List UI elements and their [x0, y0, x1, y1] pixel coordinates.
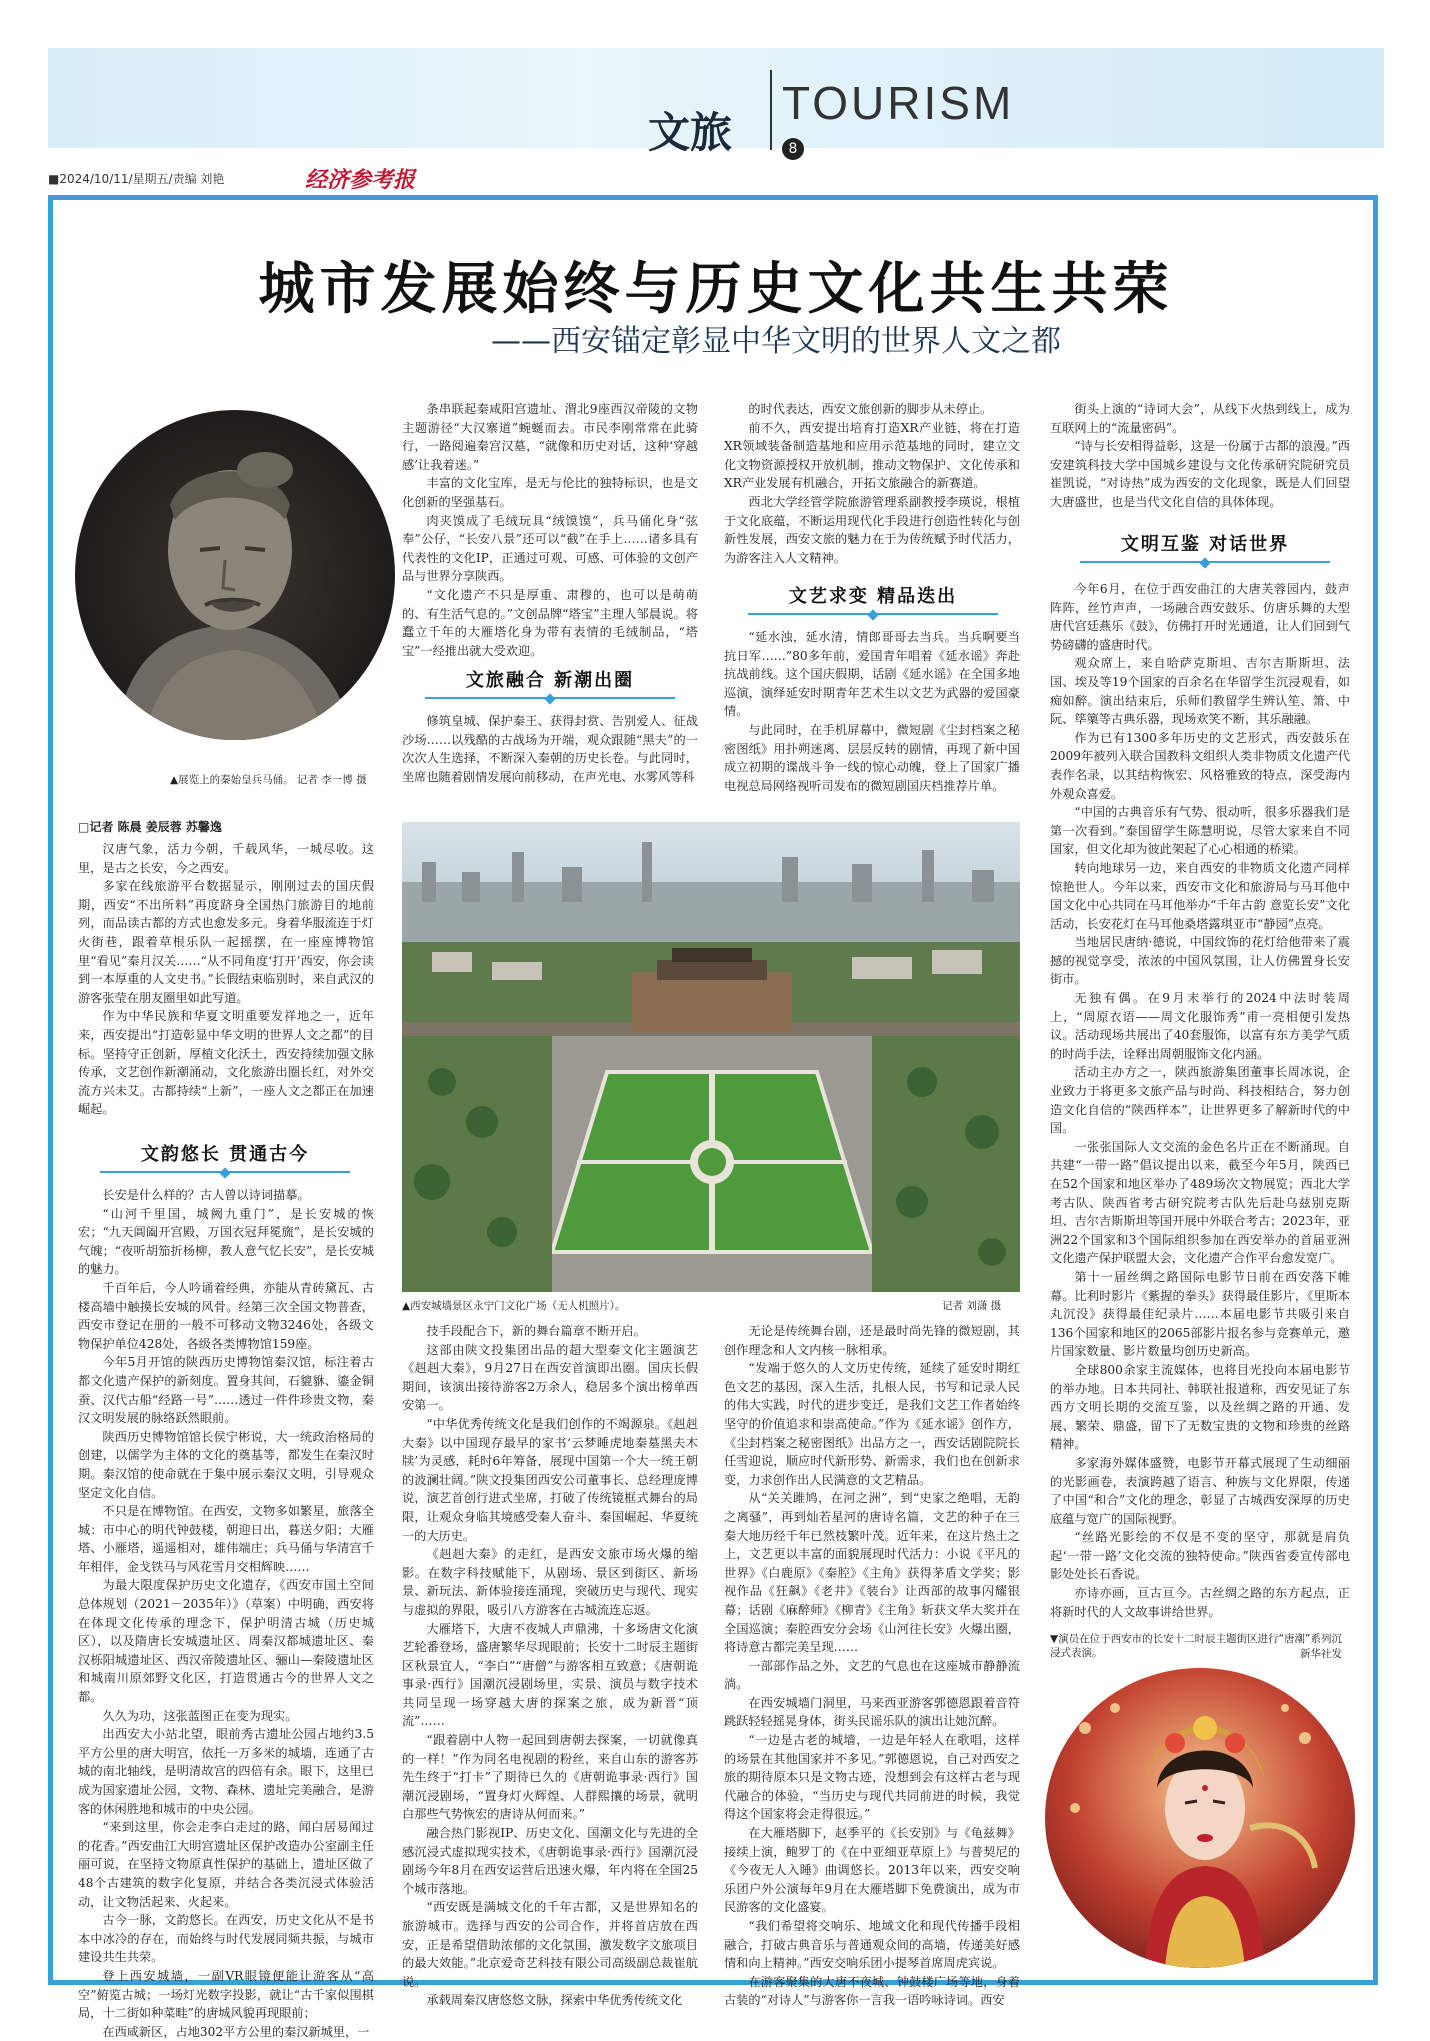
paragraph: 从“关关雎鸠，在河之洲”，到“史家之绝唱，无韵之离骚”，再到灿若星河的唐诗名篇，文艺的种子在三秦大地历经千年已然枝繁叶茂。近年来，在这片热土之上，文艺更以丰富的面貌展现时代活力：小说《平凡的世界》《白鹿原》《秦腔》《主角》获得茅盾文学奖；影视作品《狂飙》《老井》《装台》让西部的故事闪耀银幕；话剧《麻醉师》《柳青》《主角》斩获文华大奖并在全国巡演；秦腔西安分会场《山河往长安》火爆出圈，将诗意古都完美呈现……: [724, 1491, 1020, 1655]
column-4-body: [1050, 580, 1350, 1621]
paragraph: 多家海外媒体盛赞，电影节开幕式展现了生动细丽的光影画卷，表演跨越了语言、种族与文化界限，传递了中国“和合”文化的理念，彰显了古城西安深厚的历史底蕴与宽广的国际视野。: [1050, 1455, 1350, 1526]
paragraph: 的时代表达，西安文旅创新的脚步从未停止。: [748, 402, 993, 416]
paragraph: 第十一届丝绸之路国际电影节日前在西安落下帷幕。比利时影片《紫握的拳头》获得最佳影片，《里斯本丸沉没》获得最佳纪录片……本届电影节共吸引来自136个国家和地区的2065部影片报名参与竞赛单元，邀片国家数量、影片数量均创历史新高。: [1050, 1269, 1350, 1359]
paragraph: 亦诗亦画，亘古亘今。古丝绸之路的东方起点，正将新时代的人文故事讲给世界。: [1050, 1586, 1350, 1619]
column-2-top: [402, 400, 698, 660]
aerial-credit: 记者 刘潇 摄: [942, 1300, 1002, 1312]
headline: 城市发展始终与历史文化共生共荣: [258, 257, 1174, 322]
paragraph: 为最大限度保护历史文化遗存，《西安市国土空间总体规划（2021－2035年）》（草案）中明确，西安将在体现文化传承的理念下，保护明清古城（历史城区），以及隋唐长安城遗址区、周秦汉都城遗址区、秦汉栎阳城遗址区、西汉帝陵遗址区、骊山—秦陵遗址区和城南川原郊野文化区，打造贯通古今的世界人文之都。: [78, 1578, 374, 1705]
terracotta-warrior-photo: [75, 410, 395, 740]
paragraph: 活动主办方之一，陕西旅游集团董事长周冰说，企业致力于将更多文旅产品与时尚、科技相结合，努力创造文化自信的“陕西样本”，让世界更多了解新时代的中国。: [1050, 1065, 1350, 1136]
column-1-intro: [78, 840, 374, 1119]
paragraph: “我们希望将交响乐、地域文化和现代传播手段相融合，打破古典音乐与普通观众间的高墙，传递美好感情和向上精神。”西安交响乐团小提琴首席周虎宾说。: [724, 1919, 1020, 1971]
paragraph: 千百年后，今人吟诵着经典，亦能从青砖黛瓦、古楼高墙中触摸长安城的风骨。经第三次全国文物普查，西安市登记在册的一般不可移动文物3246处，各级文物保护单位428处，各级各类博物馆159座。: [78, 1280, 374, 1351]
paragraph: 承载周秦汉唐悠悠文脉，探索中华优秀传统文化: [426, 1993, 683, 2008]
paragraph: 丰富的文化宝库，是无与伦比的独特标识，也是文化创新的坚强基石。: [402, 476, 698, 509]
paragraph: 不只是在博物馆。在西安，文物多如繁星，旅落全城：市中心的明代钟鼓楼，朝迎日出，暮送夕阳；大雁塔、小雁塔，遥遥相对，雄伟端庄；兵马俑与华清宫千年相伴，金戈铁马与风花雪月交相辉映……: [78, 1504, 374, 1574]
masthead-divider: [770, 70, 772, 150]
paragraph: “发端于悠久的人文历史传统，延续了延安时期红色文艺的基因，深入生活，扎根人民，书写和记录人民的伟大实践，时代的进步变迁，是我们文艺工作者始终坚守的价值追求和崇高使命。”作为《延水谣》创作方，《尘封档案之秘密图纸》出品方之一，西安话剧院院长任雪迎说，顺应时代新形势、新需求，我们也在创新求变，力求创作出人民满意的文艺精品。: [724, 1361, 1020, 1487]
section-heading-1: 文韵悠长 贯通古今: [100, 1140, 350, 1173]
column-4-top: [1050, 400, 1350, 512]
paragraph: 大雁塔下，大唐不夜城人声鼎沸，十多场唐文化演艺轮番登场，盛唐繁华尽现眼前；长安十二时辰主题街区秋景宜人，“李白”“唐僧”与游客相互致意；《唐朝诡事录·西行》国潮沉浸剧场里，实景、演员与数字技术共同呈现一场穿越大唐的探案之旅，成为新晋“顶流”……: [402, 1621, 698, 1729]
paragraph: 修筑皇城、保护秦王、获得封赏、告别爱人、征战沙场……以残酷的古战场为开端，观众跟随“黑夫”的一次次人生选择，不断深入秦朝的历史长卷。与此同时，坐席也随着剧情发展向前移动，在声光电、水雾风等科: [402, 714, 698, 784]
paragraph: 多家在线旅游平台数据显示，刚刚过去的国庆假期，西安“不出所料”再度跻身全国热门旅游目的地前列，而品读古都的方式也愈发多元。身着华服流连于灯火街巷，跟着草根乐队一起摇摆，在一座座博物馆里“看见”秦月汉关……“从不同角度‘打开’西安，你会读到一本厚重的人文史书。”长假结束临别时，来自武汉的游客张莹在朋友圈里如此写道。: [78, 879, 374, 1005]
section-title-cn: 文旅: [648, 108, 733, 157]
paragraph: 无论是传统舞台剧，还是最时尚先锋的微短剧，其创作理念和人文内核一脉相承。: [724, 1324, 1020, 1357]
column-3-top: [724, 400, 1020, 567]
paragraph: 在游客聚集的大唐不夜城、钟鼓楼广场等地，身着古装的“对诗人”与游客你一言我一语吟咏诗词。西安: [724, 1974, 1020, 2008]
paragraph: 在大雁塔脚下，赵季平的《长安别》与《龟兹舞》接续上演，鲍罗丁的《在中亚细亚草原上》与普契尼的《今夜无人入睡》曲调悠长。2013年以来，西安交响乐团户外公演每年9月在大雁塔脚下免费演出，成为市民游客的文化盛宴。: [724, 1826, 1020, 1915]
paragraph: “诗与长安相得益彰，这是一份属于古都的浪漫。”西安建筑科技大学中国城乡建设与文化传承研究院研究员崔凯说，“对诗热”成为西安的文化现象，既是人们回望大唐盛世，也是当代文化自信的具体体现。: [1050, 439, 1350, 509]
aerial-city-wall-photo: [402, 822, 1020, 1292]
paragraph: “文化遗产不只是厚重、肃穆的，也可以是萌萌的、有生活气息的。”文创品牌“塔宝”主理人邹晨说。将蠢立千年的大雁塔化身为带有表情的毛绒制品，“塔宝”一经推出就大受欢迎。: [402, 587, 698, 658]
paragraph: “丝路光影绘的不仅是不变的坚守，那就是肩负起‘一带一路’文化交流的独特使命。”陕西省委宣传部电影处处长石香说。: [1050, 1530, 1350, 1582]
paragraph: 一部部作品之外，文艺的气息也在这座城市静静流淌。: [724, 1658, 1020, 1692]
paragraph: 古今一脉，文韵悠长。在西安，历史文化从不是书本中冰冷的存在，而始终与时代发展同频共振，与城市建设共生共荣。: [78, 1913, 374, 1965]
page-number: 8: [782, 138, 804, 160]
tang-performer-photo: [1045, 1668, 1355, 1968]
paragraph: “一边是古老的城墙，一边是年轻人在歌唱，这样的场景在其他国家并不多见。”郭德恩说，自己对西安之旅的期待原本只是文物古迹，没想到会有这样古老与现代融合的体验，“当历史与现代共同前进的时候，我觉得这个国家将会走得很远。”: [724, 1733, 1020, 1822]
paragraph: 这部由陕文投集团出品的超大型秦文化主题演艺《赳赳大秦》，9月27日在西安首演即出圈。国庆长假期间，该演出接待游客2万余人，稳居多个演出榜单西安第一。: [402, 1342, 698, 1413]
paragraph: 与此同时，在手机屏幕中，微短剧《尘封档案之秘密图纸》用扑朔迷离、层层反转的剧情，再现了新中国成立初期的谍战斗争一线的惊心动魄，登上了国家广播电视总局网络视听司发布的微短剧国庆档推荐片单。: [724, 722, 1020, 793]
paragraph: “西安既是满城文化的千年古都，又是世界知名的旅游城市。选择与西安的公司合作，并将首店放在西安，正是希望借助浓郁的文化氛围，激发数字文旅项目的最大效能。”北京爱奇艺科技有限公司高级副总裁崔航说。: [402, 1900, 698, 1989]
paragraph: 肉夹馍成了毛绒玩具“绒馍馍”，兵马俑化身“弦奉”公仔，“长安八景”还可以“截”在手上……诸多具有代表性的文化IP，正通过可观、可感、可体验的文创产品与世界分享陕西。: [402, 513, 698, 584]
paragraph: 《赳赳大秦》的走红，是西安文旅市场火爆的缩影。在数字科技赋能下，从剧场、景区到街区、新场景、新玩法、新体验接连涌现，突破历史与现代、现实与虚拟的界限，吸引八方游客在古城流连忘返。: [402, 1547, 698, 1617]
dateline: ■2024/10/11/星期五/责编 刘艳: [48, 172, 225, 186]
section-heading-2: 文旅融合 新潮出圈: [425, 666, 675, 699]
warrior-caption: ▲展览上的秦始皇兵马俑。 记者 李一博 摄: [170, 774, 367, 786]
performer-credit: 新华社发: [1300, 1648, 1342, 1660]
paragraph: 出西安大小站北望，眼前秀古遗址公园占地约3.5平方公里的唐大明宫，依托一万多米的城墙，连通了古城的南北轴线，是明清故宫的四倍有余。眼下，这里已成为国家遗址公园，文物、森林、遗址完美融合，是游客的休闲胜地和城市的中央公园。: [78, 1727, 374, 1816]
paragraph: “来到这里，你会走李白走过的路，闻白居易闻过的花香。”西安曲江大明宫遗址区保护改造办公室副主任丽可说，在坚持文物原真性保护的基础上，遗址区做了48个古建筑的数字化复原，并结合各类沉浸式体验活动，让文物活起来、火起来。: [78, 1820, 374, 1909]
paragraph: 汉唐气象，活力今朝，千载风华，一城尽收。这里，是古之长安，今之西安。: [78, 842, 374, 875]
paragraph: 街头上演的“诗词大会”，从线下火热到线上，成为互联网上的“流量密码”。: [1050, 402, 1350, 435]
paragraph: 前不久，西安提出培育打造XR产业链，将在打造XR领域装备制造基地和应用示范基地的同时，建立文化文物资源授权开放机制，推动文物保护、文化传承和XR产业发展有机融合，开拓文旅融合的新赛道。: [724, 420, 1020, 491]
paragraph: “中华优秀传统文化是我们创作的不竭源泉。《赳赳大秦》以中国现存最早的家书‘云梦睡虎地秦墓黑夫木牍’为灵感，耗时6年筹备，展现中国第一个大一统王朝的波澜壮阔。”陕文投集团西安公司董事长、总经理庞博说，演艺首创行进式坐席，打破了传统镜框式舞台的局限，让观众身临其境感受秦人奋斗、秦国崛起、华夏统一的大历史。: [402, 1416, 698, 1543]
paragraph: 当地居民唐纳·德说，中国纹饰的花灯给他带来了震撼的视觉享受，浓浓的中国风氛围，让人仿佛置身长安街市。: [1050, 935, 1350, 987]
column-1-body: [78, 1186, 374, 2041]
column-2-bottom: [402, 1322, 698, 2010]
paragraph: “山河千里国，城阙九重门”，是长安城的恢宏；“九天阊阖开宫殿，万国衣冠拜冕旒”，是长安城的气魄；“夜听胡笳折杨柳，教人意气忆长安”，是长安城的魅力。: [78, 1206, 374, 1277]
paragraph: 观众席上，来自哈萨克斯坦、吉尔吉斯斯坦、法国、埃及等19个国家的百余名在华留学生沉浸观看，如痴如醉。演出结束后，乐师们教留学生辨认笙、箫、中阮、筚篥等古典乐器，现场欢笑不断，其乐融融。: [1050, 656, 1350, 727]
column-3-bottom: [724, 1322, 1020, 2010]
paragraph: 作为已有1300多年历史的文艺形式，西安鼓乐在2009年被列入联合国教科文组织人类非物质文化遗产代表作名录，以其结构恢宏、风格雅致的特点，深受海内外观众喜爱。: [1050, 730, 1350, 801]
paragraph: 作为中华民族和华夏文明重要发祥地之一，近年来，西安提出“打造彰显中华文明的世界人文之都”的目标。坚持守正创新，厚植文化沃土，西安持续加强文脉传承，文艺创作新潮涌动，文化旅游出圈长红，对外交流方兴未艾。古都持续“上新”，一座人文之都正在加速崛起。: [78, 1009, 374, 1117]
paragraph: 转向地球另一边，来自西安的非物质文化遗产同样惊艳世人。今年以来，西安市文化和旅游局与马耳他中国文化中心共同在马耳他举办“千年古韵 意览长安”文化活动，长安花灯在马耳他桑塔露琪亚市“静园”点亮。: [1050, 860, 1350, 931]
paragraph: 在西安城墙门洞里，马来西亚游客郭德恩跟着音符跳跃轻轻摇晃身体，街头民谣乐队的演出让她沉醉。: [724, 1695, 1020, 1729]
paragraph: “中国的古典音乐有气势、很动听，很多乐器我们是第一次看到。”泰国留学生陈慧明说，尽管大家来自不同国家，但文化却为彼此架起了心心相通的桥梁。: [1050, 805, 1350, 857]
paragraph: 技手段配合下，新的舞台篇章不断开启。: [426, 1324, 646, 1338]
paragraph: 今年6月，在位于西安曲江的大唐芙蓉园内，鼓声阵阵，丝竹声声，一场融合西安鼓乐、仿唐乐舞的大型唐代宫廷燕乐《鼓》，仿佛打开时光通道，让人们回到气势磅礴的盛唐时代。: [1050, 582, 1350, 652]
paragraph: 西北大学经管学院旅游管理系副教授李瑛说，根植于文化底蕴，不断运用现代化手段进行创造性转化与创新性发展，西安文旅的魅力在于为传统赋予时代活力，为游客注入人文精神。: [724, 494, 1020, 565]
paragraph: 一张张国际人文交流的金色名片正在不断涌现。自共建“一带一路”倡议提出以来，截至今年5月，陕西已在52个国家和地区举办了489场次文物展览；西北大学考古队、陕西省考古研究院考古队先后赴乌兹别克斯坦、吉尔吉斯斯坦等国开展中外联合考古；2023年，亚洲22个国家和3个国际组织参加在西安举办的首届亚洲文化遗产保护联盟大会，文化遗产合作平台愈发宽广。: [1050, 1139, 1350, 1266]
paragraph: “跟着剧中人物一起回到唐朝去探案，一切就像真的一样！”作为同名电视剧的粉丝，来自山东的游客苏先生终于“打卡”了期待已久的《唐朝诡事录·西行》国潮沉浸剧场，“置身灯火辉煌、人群熙攘的场景，就明白那些气势恢宏的唐诗从何而来。”: [402, 1733, 698, 1822]
subheadline: ——西安锚定彰显中华文明的世界人文之都: [491, 324, 1061, 359]
performer-caption: ▼演员在位于西安市的长安十二时辰主题街区进行“唐潮”系列沉浸式表演。: [1050, 1633, 1342, 1659]
paragraph: “延水浊，延水清，情郎哥哥去当兵。当兵啊要当抗日军……”80多年前，爱国青年唱着《延水谣》奔赴抗战前线。这个国庆假期，话剧《延水谣》在全国多地巡演，演绎延安时期青年艺术生以文艺为武器的爱国豪情。: [724, 630, 1020, 719]
paragraph: 今年5月开馆的陕西历史博物馆秦汉馆，标注着古都文化遗产保护的新刻度。置身其间，石貔貅、鎏金铜蚕、汉代古船“经路一号”……透过一件件珍贵文物，秦汉文明发展的脉络跃然眼前。: [78, 1355, 374, 1426]
paragraph: 无独有偶。在9月末举行的2024中法时装周上，“周原衣语——周文化服饰秀”甫一亮相便引发热议。活动现场共展出了40套服饰，以富有东方美学气质的时尚手法，诠释出周朝服饰文化内涵。: [1050, 991, 1350, 1061]
paragraph: 在西咸新区，占地302平方公里的秦汉新城里，一: [102, 2024, 370, 2039]
paragraph: 久久为功，这张蓝图正在变为现实。: [102, 1708, 298, 1723]
section-heading-3: 文艺求变 精品迭出: [748, 582, 998, 615]
paragraph: 条串联起秦咸阳宫遗址、渭北9座西汉帝陵的文物主题游径“大汉寨道”蜿蜒而去。市民李刚常常在此骑行，一路阅遍秦宫汉墓，“就像和历史对话，这种‘穿越感’让我着迷。”: [402, 402, 698, 472]
column-2-mid: [402, 712, 698, 786]
column-3-mid: [724, 628, 1020, 795]
byline: □记者 陈晨 姜辰蓉 苏馨逸: [78, 820, 222, 834]
section-heading-4: 文明互鉴 对话世界: [1080, 530, 1330, 563]
paragraph: 陕西历史博物馆馆长侯宁彬说，大一统政治格局的创建，以儒学为主体的文化的奠基等，都发生在秦汉时期。秦汉馆的使命就在于集中展示秦汉文明，引导观众坚定文化自信。: [78, 1429, 374, 1500]
section-title-en: TOURISM: [782, 77, 1015, 129]
paragraph: 全球800余家主流媒体，也将目光投向本届电影节的举办地。日本共同社、韩联社报道称，西安见证了东西方文明长期的交流互鉴，以及丝绸之路的开通、发展、繁荣、鼎盛，留下了无数宝贵的文物和珍贵的丝路精神。: [1050, 1362, 1350, 1452]
aerial-caption: ▲西安城墙景区永宁门文化广场（无人机照片）。: [402, 1300, 626, 1312]
paragraph: 登上西安城墙，一副VR眼镜便能让游客从“高空”俯览古城；一场灯光数字投影，就让“古千家似围棋局，十二街如种菜畦”的唐城风貌再现眼前；: [78, 1968, 374, 2021]
paragraph: 融合热门影视IP、历史文化、国潮文化与先进的全感沉浸式虚拟现实技术，《唐朝诡事录·西行》国潮沉浸剧场今年8月在西安运营后迅速火爆，年内将在全国25个城市落地。: [402, 1826, 698, 1896]
paragraph: 长安是什么样的？古人曾以诗词描摹。: [102, 1188, 310, 1202]
newspaper-logo: 经济参考报: [305, 167, 416, 193]
